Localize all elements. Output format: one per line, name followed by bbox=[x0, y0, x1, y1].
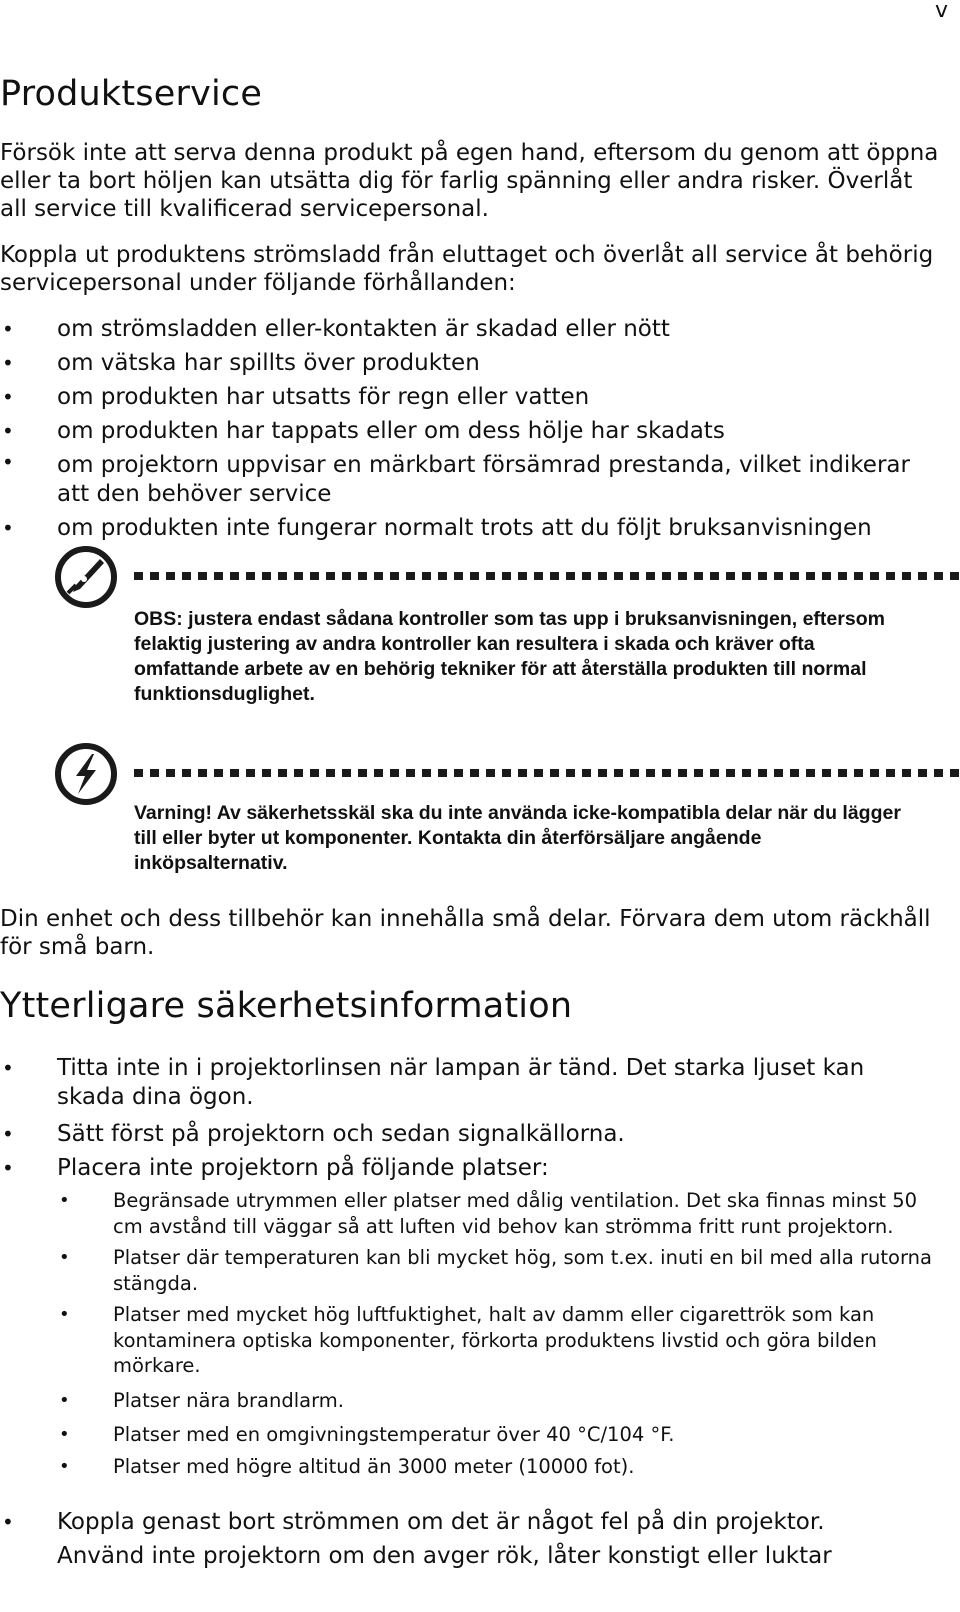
safety-list-continued bbox=[0, 1505, 946, 1573]
list-item: • Sätt först på projektorn och sedan signalkällorna. bbox=[0, 1117, 946, 1151]
sub-list-item: • Platser med en omgivningstemperatur över 40 °C/104 °F. bbox=[57, 1422, 937, 1454]
list-item: • om produkten har tappats eller om dess hölje har skadats bbox=[0, 414, 946, 448]
list-item: • om produkten har utsatts för regn eller vatten bbox=[0, 380, 946, 414]
warning-divider bbox=[134, 769, 960, 777]
placement-sublist bbox=[57, 1188, 937, 1479]
sub-list-item: • Platser med högre altitud än 3000 meter (10000 fot). bbox=[57, 1454, 937, 1480]
sub-list-item: • Platser med mycket hög luftfuktighet, halt av damm eller cigarettrök som kan kontaminera optiska komponenter, förkorta produktens livstid och göra bilden mörkare. bbox=[57, 1302, 937, 1388]
sub-list-item: • Platser nära brandlarm. bbox=[57, 1388, 937, 1423]
section-title-safety-info: Ytterligare säkerhetsinformation bbox=[0, 986, 573, 1026]
page-number: v bbox=[934, 0, 948, 23]
lightning-warning-icon bbox=[54, 742, 118, 806]
list-item: • Koppla genast bort strömmen om det är något fel på din projektor. Använd inte projektorn om den avger rök, låter konstigt eller luktar bbox=[0, 1505, 946, 1573]
sub-list-item: • Platser där temperaturen kan bli mycket hög, som t.ex. inuti en bil med alla rutorna stängda. bbox=[57, 1245, 937, 1302]
conditions-list bbox=[0, 312, 946, 545]
note-callout bbox=[54, 545, 934, 715]
list-item-label: Placera inte projektorn på följande platser: bbox=[57, 1155, 549, 1181]
list-item: • om produkten inte fungerar normalt trots att du följt bruksanvisningen bbox=[0, 511, 946, 545]
note-divider bbox=[134, 572, 960, 580]
list-item: • om strömsladden eller-kontakten är skadad eller nött bbox=[0, 312, 946, 346]
list-item: • om vätska har spillts över produkten bbox=[0, 346, 946, 380]
list-item: • Titta inte in i projektorlinsen när lampan är tänd. Det starka ljuset kan skada dina ögon. bbox=[0, 1054, 946, 1117]
list-item bbox=[0, 1151, 946, 1185]
warning-callout bbox=[54, 742, 934, 882]
sub-list-item: • Begränsade utrymmen eller platser med dålig ventilation. Det ska finnas minst 50 cm avstånd till väggar så att luften vid behov kan strömma fritt runt projektorn. bbox=[57, 1188, 937, 1245]
paragraph-service-warning: Försök inte att serva denna produkt på egen hand, eftersom du genom att öppna eller ta bort höljen kan utsätta dig för farlig spänning eller andra risker. Överlåt all service till kvalificerad servicepersonal. bbox=[0, 140, 939, 222]
paragraph-unplug-conditions: Koppla ut produktens strömsladd från eluttaget och överlåt all service åt behörig servicepersonal under följande förhållanden: bbox=[0, 242, 934, 296]
warning-text: Varning! Av säkerhetsskäl ska du inte använda icke-kompatibla delar när du lägger till eller byter ut komponenter. Kontakta din återförsäljare angående inköpsalternativ. bbox=[134, 802, 901, 874]
safety-list bbox=[0, 1054, 946, 1185]
paragraph-small-parts: Din enhet och dess tillbehör kan innehålla små delar. Förvara dem utom räckhåll för små barn. bbox=[0, 906, 931, 960]
note-text: OBS: justera endast sådana kontroller som tas upp i bruksanvisningen, eftersom felaktig justering av andra kontroller kan resultera i skada och kräver ofta omfattande arbete av en behörig tekniker för att återställa produkten till normal funktionsduglighet. bbox=[134, 608, 885, 705]
list-item: • om projektorn uppvisar en märkbart försämrad prestanda, vilket indikerar att den behöver service bbox=[0, 448, 946, 511]
pen-note-icon bbox=[54, 545, 118, 609]
section-title-produktservice: Produktservice bbox=[0, 74, 263, 114]
